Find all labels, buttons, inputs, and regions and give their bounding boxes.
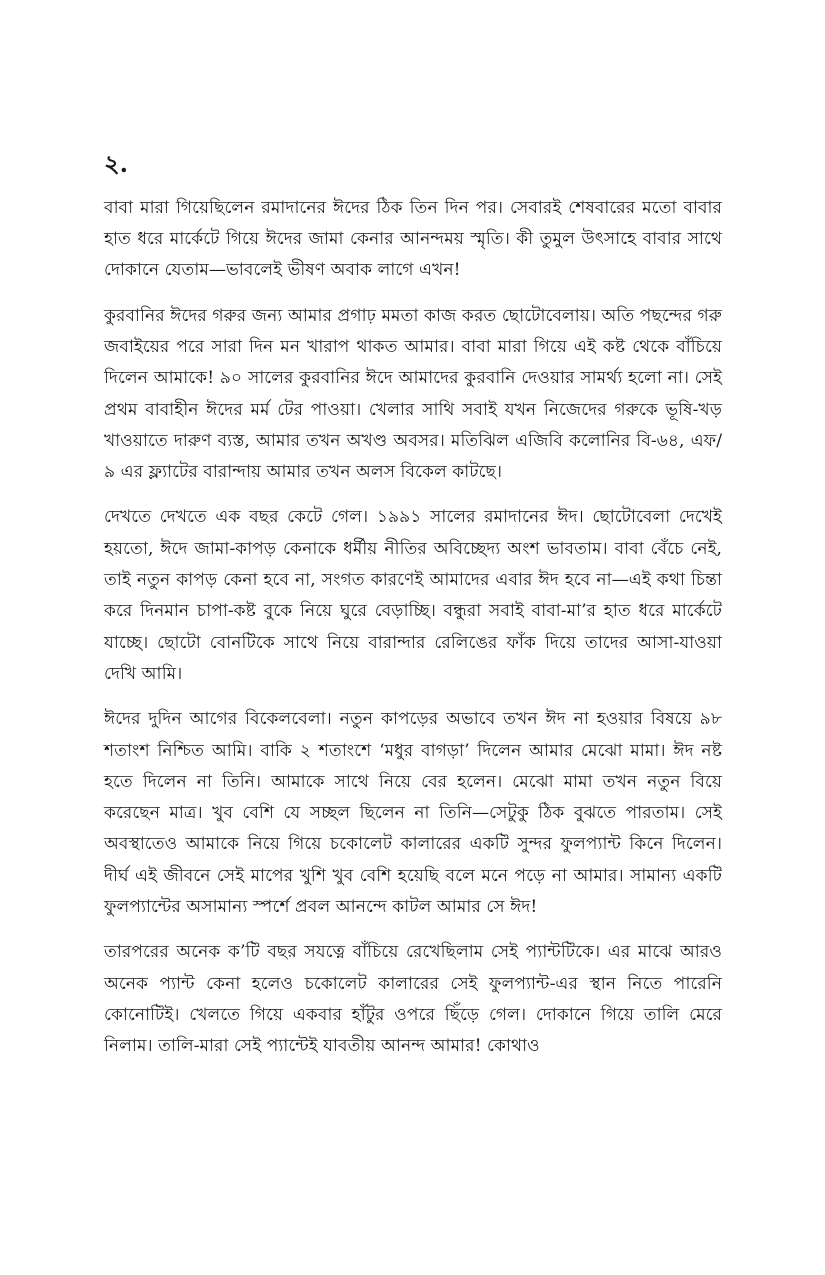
paragraph-2: কুরবানির ঈদের গরুর জন্য আমার প্রগাঢ় মমতা কাজ করত ছোটোবেলায়। অতি পছন্দের গরু জবাইয়ের পরে সারা দিন মন খারাপ থাকত আমার। বাবা মারা গিয়ে এই কষ্ট থেকে বাঁচিয়ে দিলেন আমাকে! ৯০ সালের কুরবানির ঈদে আমাদের কুরবানি দেওয়ার সামর্থ্য হলো না। সেই প্রথম বাবাহীন ঈদের মর্ম টের পাওয়া। খেলার সাথি সবাই যখন নিজেদের গরুকে ভূষি-খড় খাওয়াতে দারুণ ব্যস্ত, আমার তখন অখণ্ড অবসর। মতিঝিল এজিবি কলোনির বি-৬৪, এফ/৯ এর ফ্ল্যাটের বারান্দায় আমার তখন অলস বিকেল কাটছে। [104, 305, 722, 483]
paragraph-5: তারপরের অনেক ক’টি বছর সযত্নে বাঁচিয়ে রেখেছিলাম সেই প্যান্টটিকে। এর মাঝে আরও অনেক প্যান্ট কেনা হলেও চকোলেট কালারের সেই ফুলপ্যান্ট-এর স্থান নিতে পারেনি কোনোটিই। খেলতে গিয়ে একবার হাঁটুর ওপরে ছিঁড়ে গেল। দোকানে গিয়ে তালি মেরে নিলাম। তালি-মারা সেই প্যান্টেই যাবতীয় আনন্দ আমার! কোথাও [104, 942, 722, 1057]
paragraph-1: বাবা মারা গিয়েছিলেন রমাদানের ঈদের ঠিক তিন দিন পর। সেবারই শেষবারের মতো বাবার হাত ধরে মার্কেটে গিয়ে ঈদের জামা কেনার আনন্দময় স্মৃতি। কী তুমুল উৎসাহে বাবার সাথে দোকানে যেতাম—ভাবলেই ভীষণ অবাক লাগে এখন! [104, 197, 722, 281]
book-page [104, 150, 722, 1077]
chapter-number: ২. [104, 149, 128, 178]
paragraph-3: দেখতে দেখতে এক বছর কেটে গেল। ১৯৯১ সালের রমাদানের ঈদ। ছোটোবেলা দেখেই হয়তো, ঈদে জামা-কাপড় কেনাকে ধর্মীয় নীতির অবিচ্ছেদ্য অংশ ভাবতাম। বাবা বেঁচে নেই, তাই নতুন কাপড় কেনা হবে না, সংগত কারণেই আমাদের এবার ঈদ হবে না—এই কথা চিন্তা করে দিনমান চাপা-কষ্ট বুকে নিয়ে ঘুরে বেড়াচ্ছি। বন্ধুরা সবাই বাবা-মা’র হাত ধরে মার্কেটে যাচ্ছে। ছোটো বোনটিকে সাথে নিয়ে বারান্দার রেলিঙের ফাঁক দিয়ে তাদের আসা-যাওয়া দেখি আমি। [104, 507, 722, 684]
paragraph-4: ঈদের দুদিন আগের বিকেলবেলা। নতুন কাপড়ের অভাবে তখন ঈদ না হওয়ার বিষয়ে ৯৮ শতাংশ নিশ্চিত আমি। বাকি ২ শতাংশে ‘মধুর বাগড়া’ দিলেন আমার মেঝো মামা। ঈদ নষ্ট হতে দিলেন না তিনি। আমাকে সাথে নিয়ে বের হলেন। মেঝো মামা তখন নতুন বিয়ে করেছেন মাত্র। খুব বেশি যে সচ্ছল ছিলেন না তিনি—সেটুকু ঠিক বুঝতে পারতাম। সেই অবস্থাতেও আমাকে নিয়ে গিয়ে চকোলেট কালারের একটি সুন্দর ফুলপ্যান্ট কিনে দিলেন। দীর্ঘ এই জীবনে সেই মাপের খুশি খুব বেশি হয়েছি বলে মনে পড়ে না আমার। সামান্য একটি ফুলপ্যান্টের অসামান্য স্পর্শে প্রবল আনন্দে কাটল আমার সে ঈদ! [104, 709, 722, 918]
